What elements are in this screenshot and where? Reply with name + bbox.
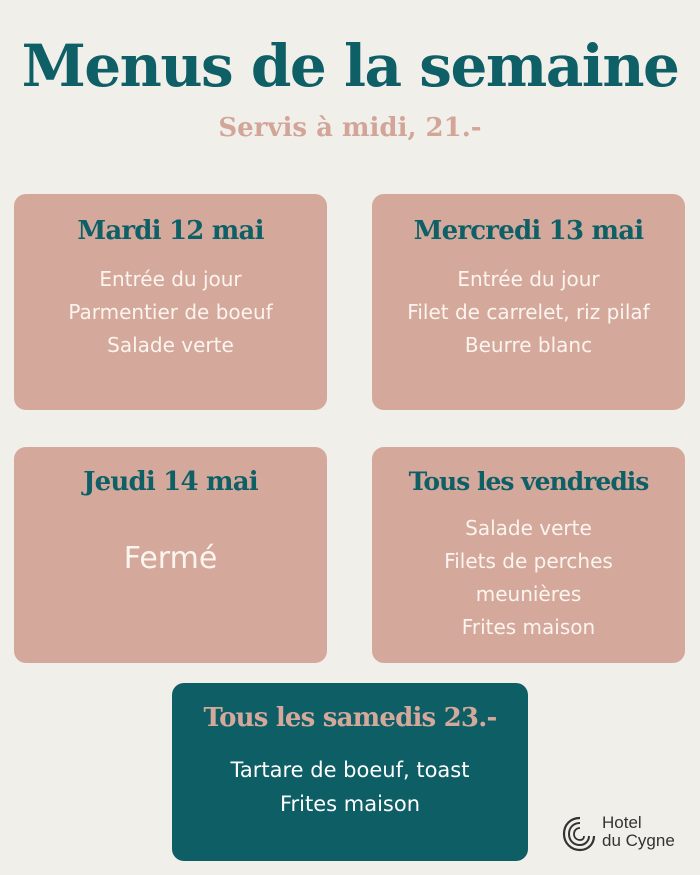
hotel-logo bbox=[560, 812, 690, 860]
menu-item: Filet de carrelet, riz pilaf bbox=[407, 300, 650, 324]
menu-item: Entrée du jour bbox=[99, 267, 242, 291]
logo-text-line2: du Cygne bbox=[602, 831, 675, 850]
page-title: Menus de la semaine bbox=[21, 32, 679, 100]
swan-swirl-icon bbox=[560, 814, 600, 854]
menu-card-title: Mardi 12 mai bbox=[77, 216, 264, 246]
menu-card-wednesday bbox=[372, 194, 685, 410]
page-subtitle: Servis à midi, 21.- bbox=[218, 113, 482, 143]
menu-card-title: Tous les samedis 23.- bbox=[203, 703, 497, 733]
menu-card-saturdays bbox=[172, 683, 528, 861]
menu-item: Frites maison bbox=[461, 615, 596, 639]
menu-item: Frites maison bbox=[279, 792, 421, 816]
menu-item: Salade verte bbox=[465, 516, 592, 540]
menu-item: Parmentier de boeuf bbox=[68, 300, 273, 324]
menu-card-thursday bbox=[14, 447, 327, 663]
menu-item: Salade verte bbox=[107, 333, 234, 357]
menu-item: Entrée du jour bbox=[457, 267, 600, 291]
menu-card-fridays bbox=[372, 447, 685, 663]
menu-card-tuesday bbox=[14, 194, 327, 410]
menu-card-title: Tous les vendredis bbox=[408, 467, 649, 496]
menu-item: Beurre blanc bbox=[464, 333, 593, 357]
menu-card-title: Jeudi 14 mai bbox=[83, 467, 258, 497]
menu-item: meunières bbox=[475, 582, 582, 606]
menu-item: Tartare de boeuf, toast bbox=[230, 758, 470, 782]
menu-item: Filets de perches bbox=[444, 549, 613, 573]
closed-label: Fermé bbox=[123, 541, 218, 576]
menu-card-title: Mercredi 13 mai bbox=[413, 216, 644, 246]
logo-text-line1: Hotel bbox=[602, 813, 642, 832]
